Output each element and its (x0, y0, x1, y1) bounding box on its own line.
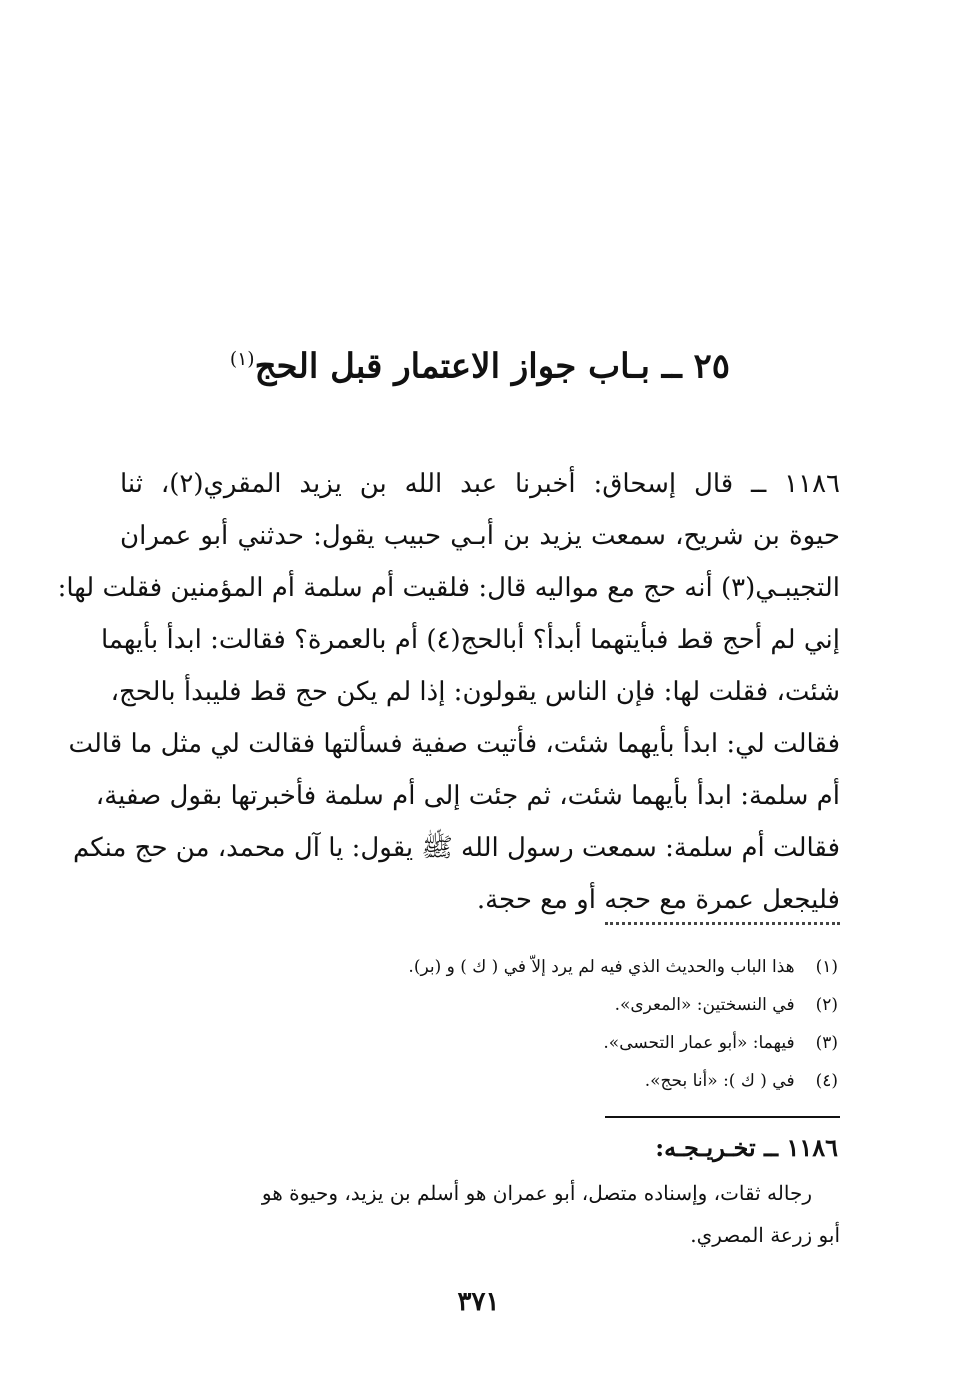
takhrij-text (118, 1172, 840, 1256)
takhrij-rule (605, 1116, 840, 1118)
footnote-item (120, 986, 838, 1024)
footnote-text: فيهما: «أبو عمار التحسى». (603, 1033, 795, 1053)
hadith-line: التجيبـي(٣) أنه حج مع مواليه قال: فلقيت أم سلمة أم المؤمنين فقلت لها: (57, 573, 840, 603)
footnote-number: (٢) (815, 995, 838, 1015)
footnote-item (120, 948, 838, 986)
footnotes (120, 948, 838, 1100)
footnote-number: (١) (815, 957, 838, 977)
hadith-line: إني لم أحج قط فبأيتهما أبدأ؟ أبالحج(٤) أم بالعمرة؟ فقالت: ابدأ بأيهما (100, 625, 840, 655)
chapter-footnote-ref: (١) (229, 349, 255, 370)
footnote-item (120, 1024, 838, 1062)
hadith-line: فقالت أم سلمة: سمعت رسول الله ﷺ يقول: يا آل محمد، من حج منكم (72, 833, 840, 863)
footnote-text: في النسختين: «المعرى». (614, 995, 795, 1015)
page-number: ٣٧١ (457, 1287, 500, 1317)
footnote-item (120, 1062, 838, 1100)
footnote-number: (٣) (815, 1033, 838, 1053)
takhrij-line: رجاله ثقات، وإسناده متصل، أبو عمران هو أسلم بن يزيد، وحيوة هو (261, 1181, 812, 1205)
footnote-text: في ( ك ): «أنا بحج». (644, 1071, 795, 1091)
hadith-line: شئت، فقلت لها: فإن الناس يقولون: إذا لم يكن حج قط فليبدأ بالحج، (110, 677, 840, 707)
hadith-line: ١١٨٦ ــ قال إسحاق: أخبرنا عبد الله بن يزيد المقري(٢)، ثنا (120, 469, 840, 499)
hadith-line: فقالت لي: ابدأ بأيهما شئت، فأتيت صفية فسألتها فقالت لي مثل ما قالت (68, 729, 840, 759)
hadith-line: فليجعل عمرة مع حجه أو مع حجة. (476, 885, 840, 915)
hadith-text (57, 458, 841, 926)
footnote-separator (605, 922, 840, 925)
takhrij-heading: ١١٨٦ ــ تخـريـجـه: (655, 1133, 838, 1162)
hadith-line: حيوة بن شريح، سمعت يزيد بن أبـي حبيب يقول: حدثني أبو عمران (120, 521, 841, 551)
takhrij-line: أبو زرعة المصري. (690, 1223, 840, 1247)
chapter-number: ٢٥ (693, 346, 731, 387)
footnote-text: هذا الباب والحديث الذي فيه لم يرد إلاّ في ( ك ) و (بر). (408, 957, 795, 977)
footnote-number: (٤) (815, 1071, 838, 1091)
chapter-dash: ــ (661, 346, 682, 387)
hadith-line: أم سلمة: ابدأ بأيهما شئت، ثم جئت إلى أم سلمة فأخبرتها بقول صفية، (95, 781, 840, 811)
chapter-title (120, 330, 840, 396)
chapter-title-text: بـاب جواز الاعتمار قبل الحج (254, 346, 650, 387)
